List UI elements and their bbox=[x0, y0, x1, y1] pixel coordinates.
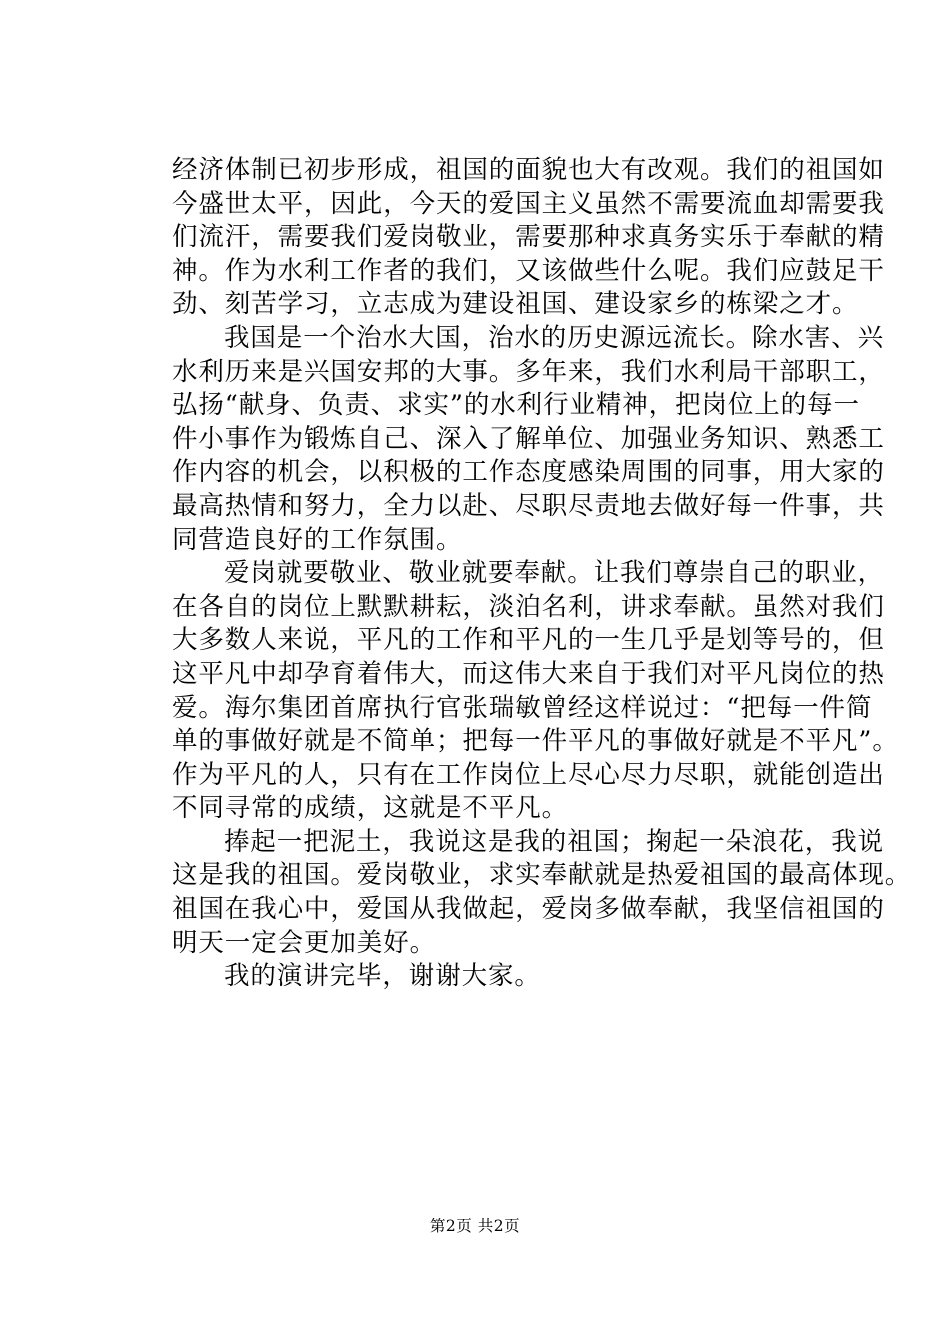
page-indicator: 第2页 共2页 bbox=[429, 1217, 521, 1235]
text-line: 明天一定会更加美好。 bbox=[172, 927, 437, 958]
text-line: 弘扬“献身、负责、求实”的水利行业精神，把岗位上的每一 bbox=[172, 390, 860, 421]
text-line: 这是我的祖国。爱岗敬业，求实奉献就是热爱祖国的最高体现。 bbox=[172, 860, 912, 891]
text-line: 最高热情和努力，全力以赴、尽职尽责地去做好每一件事，共 bbox=[172, 490, 885, 521]
text-line: 今盛世太平，因此，今天的爱国主义虽然不需要流血却需要我 bbox=[172, 188, 885, 219]
page-footer bbox=[0, 1216, 950, 1236]
text-line: 祖国在我心中，爱国从我做起，爱岗多做奉献，我坚信祖国的 bbox=[172, 894, 885, 925]
text-line: 作为平凡的人，只有在工作岗位上尽心尽力尽职，就能创造出 bbox=[172, 759, 885, 790]
text-line: 件小事作为锻炼自己、深入了解单位、加强业务知识、熟悉工 bbox=[172, 423, 885, 454]
text-line: 们流汗，需要我们爱岗敬业，需要那种求真务实乐于奉献的精 bbox=[172, 222, 885, 253]
text-line: 神。作为水利工作者的我们，又该做些什么呢。我们应鼓足干 bbox=[172, 255, 885, 286]
text-line: 水利历来是兴国安邦的大事。多年来，我们水利局干部职工， bbox=[172, 356, 885, 387]
paragraph-start-line: 捧起一把泥土，我说这是我的祖国；掬起一朵浪花，我说 bbox=[224, 826, 885, 857]
paragraph-start-line: 爱岗就要敬业、敬业就要奉献。让我们尊崇自己的职业， bbox=[224, 558, 885, 589]
paragraph-start-line: 我国是一个治水大国，治水的历史源远流长。除水害、兴 bbox=[224, 322, 885, 353]
paragraph-start-line: 我的演讲完毕，谢谢大家。 bbox=[224, 961, 541, 992]
text-line: 劲、刻苦学习，立志成为建设祖国、建设家乡的栋梁之才。 bbox=[172, 289, 859, 320]
document-body bbox=[172, 154, 912, 994]
text-line: 单的事做好就是不简单；把每一件平凡的事做好就是不平凡”。 bbox=[172, 726, 899, 757]
text-line: 同营造良好的工作氛围。 bbox=[172, 524, 463, 555]
text-line: 不同寻常的成绩，这就是不平凡。 bbox=[172, 793, 569, 824]
text-line: 作内容的机会，以积极的工作态度感染周围的同事，用大家的 bbox=[172, 457, 885, 488]
text-line: 爱。海尔集团首席执行官张瑞敏曾经这样说过：“把每一件简 bbox=[172, 692, 873, 723]
text-line: 在各自的岗位上默默耕耘，淡泊名利，讲求奉献。虽然对我们 bbox=[172, 591, 885, 622]
text-line: 这平凡中却孕育着伟大，而这伟大来自于我们对平凡岗位的热 bbox=[172, 658, 885, 689]
text-line: 经济体制已初步形成，祖国的面貌也大有改观。我们的祖国如 bbox=[172, 155, 885, 185]
text-line: 大多数人来说，平凡的工作和平凡的一生几乎是划等号的，但 bbox=[172, 625, 885, 656]
